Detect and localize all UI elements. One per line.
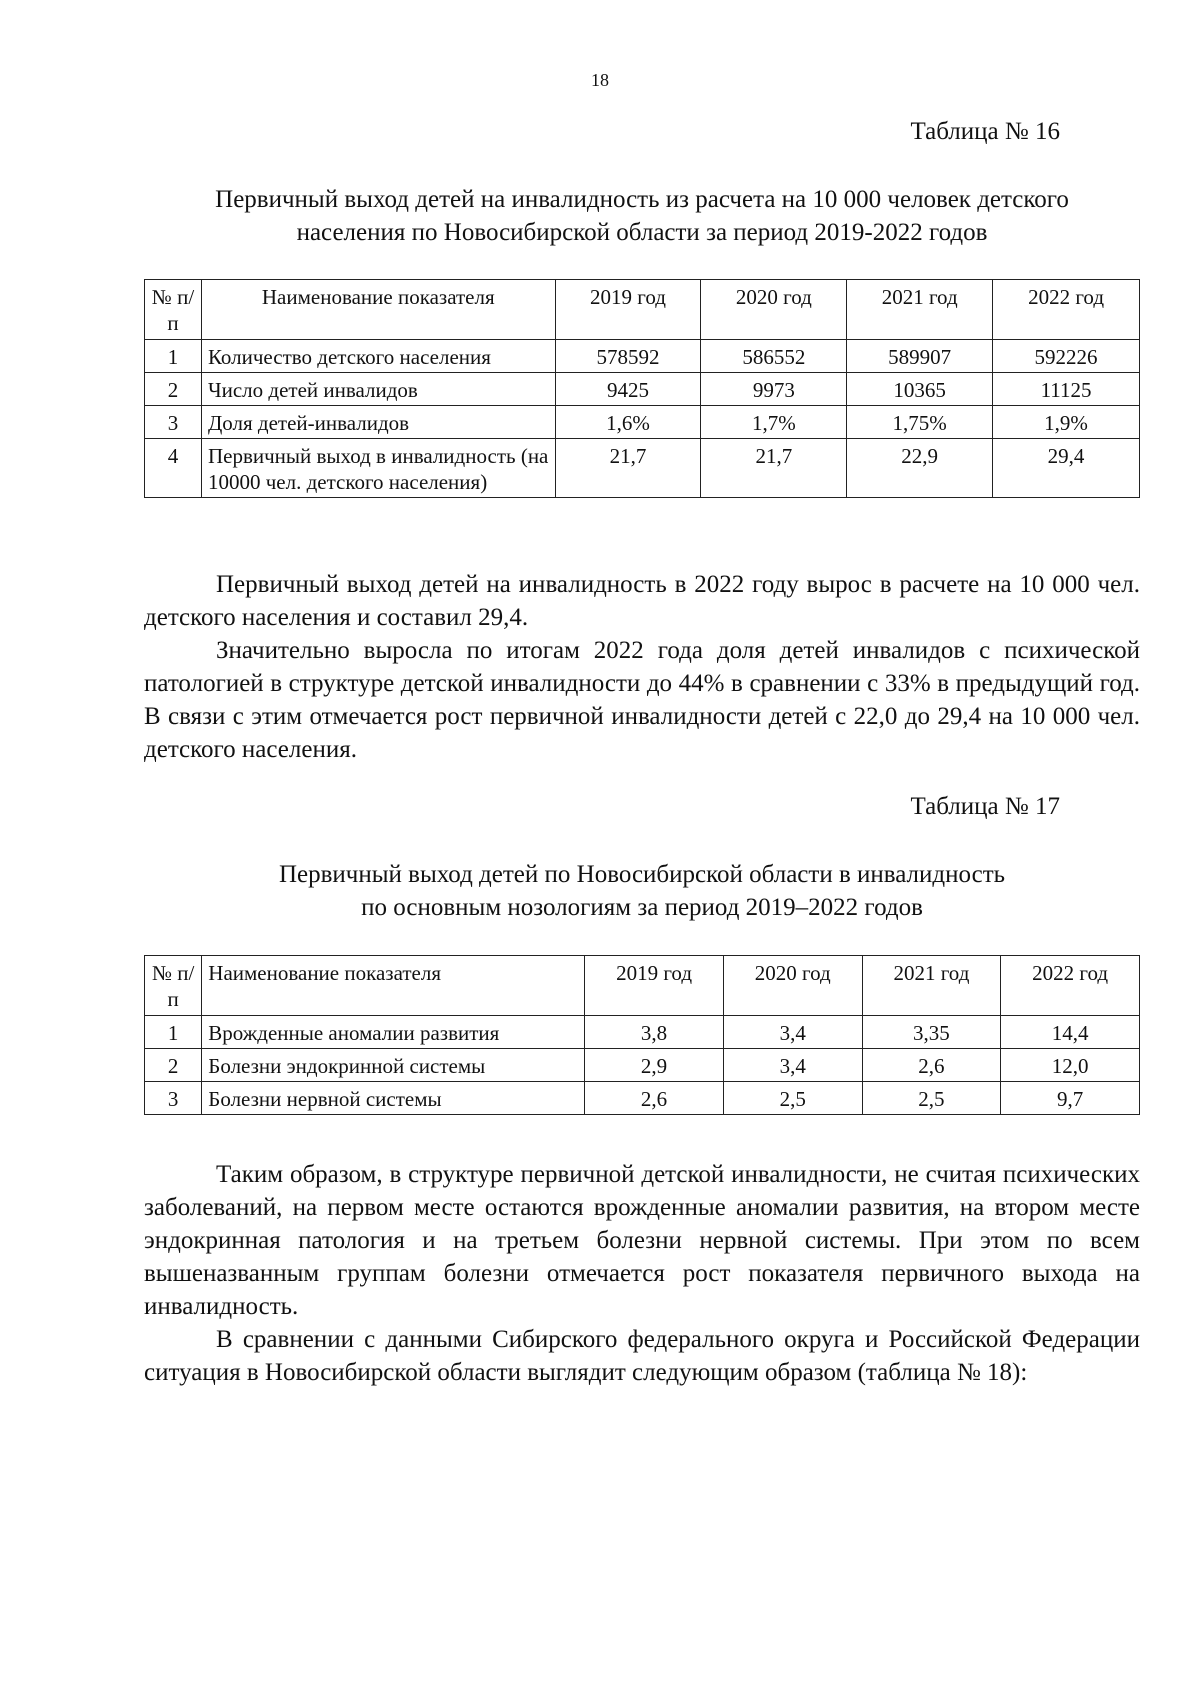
- header-cell-2020: 2020 год: [701, 280, 847, 340]
- row-number: 4: [145, 439, 202, 498]
- text-block-1: [144, 568, 1140, 766]
- row-indicator: Количество детского населения: [201, 340, 555, 373]
- table-header-row: [145, 280, 1140, 340]
- row-indicator: Число детей инвалидов: [201, 373, 555, 406]
- value-cell: 1,9%: [993, 406, 1140, 439]
- table-row: [145, 340, 1140, 373]
- value-cell: 2,6: [862, 1049, 1001, 1082]
- value-cell: 2,5: [723, 1082, 862, 1115]
- paragraph: Первичный выход детей на инвалидность в 2022 году вырос в расчете на 10 000 чел. детского населения и составил 29,4.: [144, 571, 1140, 631]
- header-cell-number: № п/п: [145, 280, 202, 340]
- value-cell: 21,7: [555, 439, 701, 498]
- header-cell-2021: 2021 год: [862, 956, 1001, 1016]
- table-header-row: [145, 956, 1140, 1016]
- value-cell: 3,4: [723, 1016, 862, 1049]
- value-cell: 578592: [555, 340, 701, 373]
- value-cell: 21,7: [701, 439, 847, 498]
- header-cell-indicator: Наименование показателя: [201, 280, 555, 340]
- row-indicator: Доля детей-инвалидов: [201, 406, 555, 439]
- value-cell: 589907: [847, 340, 993, 373]
- value-cell: 2,6: [585, 1082, 724, 1115]
- table-17-title-line2: по основным нозологиям за период 2019–2022 годов: [361, 894, 923, 921]
- row-indicator: Первичный выход в инвалидность (на 10000 чел. детского населения): [201, 439, 555, 498]
- table-17-title-line1: Первичный выход детей по Новосибирской области в инвалидность: [278, 861, 1006, 888]
- row-number: 2: [145, 1049, 202, 1082]
- header-cell-2021: 2021 год: [847, 280, 993, 340]
- table-16-title-line2: населения по Новосибирской области за период 2019-2022 годов: [296, 219, 988, 246]
- value-cell: 10365: [847, 373, 993, 406]
- table-row: [145, 406, 1140, 439]
- value-cell: 586552: [701, 340, 847, 373]
- header-cell-2020: 2020 год: [723, 956, 862, 1016]
- row-number: 1: [145, 340, 202, 373]
- value-cell: 3,8: [585, 1016, 724, 1049]
- header-cell-indicator: Наименование показателя: [202, 956, 585, 1016]
- table-16: [144, 279, 1140, 498]
- table-row: [145, 1049, 1140, 1082]
- row-number: 3: [145, 406, 202, 439]
- header-cell-2022: 2022 год: [993, 280, 1140, 340]
- table-17-title: [144, 858, 1140, 924]
- table-row: [145, 1082, 1140, 1115]
- value-cell: 3,4: [723, 1049, 862, 1082]
- page-number: 18: [591, 70, 609, 90]
- text-block-2: [144, 1158, 1140, 1389]
- table-row: [145, 439, 1140, 498]
- value-cell: 1,7%: [701, 406, 847, 439]
- table-16-title-line1: Первичный выход детей на инвалидность из расчета на 10 000 человек детского: [215, 186, 1069, 213]
- row-number: 2: [145, 373, 202, 406]
- row-number: 3: [145, 1082, 202, 1115]
- table-16-title: [144, 183, 1140, 249]
- header-cell-2022: 2022 год: [1001, 956, 1140, 1016]
- value-cell: 592226: [993, 340, 1140, 373]
- table-16-label: Таблица № 16: [910, 118, 1060, 145]
- value-cell: 2,5: [862, 1082, 1001, 1115]
- table-17-label: Таблица № 17: [910, 793, 1060, 820]
- value-cell: 3,35: [862, 1016, 1001, 1049]
- value-cell: 2,9: [585, 1049, 724, 1082]
- paragraph: В сравнении с данными Сибирского федерального округа и Российской Федерации ситуация в Новосибирской области выглядит следующим образом (таблица № 18):: [144, 1326, 1140, 1386]
- row-indicator: Врожденные аномалии развития: [202, 1016, 585, 1049]
- table-row: [145, 1016, 1140, 1049]
- row-indicator: Болезни нервной системы: [202, 1082, 585, 1115]
- paragraph: Значительно выросла по итогам 2022 года доля детей инвалидов с психической патологией в структуре детской инвалидности до 44% в сравнении с 33% в предыдущий год. В связи с этим отмечается рост первичной инвалидности детей с 22,0 до 29,4 на 10 000 чел. детского населения.: [144, 637, 1140, 763]
- value-cell: 11125: [993, 373, 1140, 406]
- value-cell: 1,6%: [555, 406, 701, 439]
- value-cell: 9,7: [1001, 1082, 1140, 1115]
- paragraph: Таким образом, в структуре первичной детской инвалидности, не считая психических заболеваний, на первом месте остаются врожденные аномалии развития, на втором месте эндокринная патология и на третьем болезни нервной системы. При этом по всем вышеназванным группам болезни отмечается рост показателя первичного выхода на инвалидность.: [144, 1161, 1140, 1320]
- value-cell: 14,4: [1001, 1016, 1140, 1049]
- header-cell-number: № п/п: [145, 956, 202, 1016]
- row-indicator: Болезни эндокринной системы: [202, 1049, 585, 1082]
- row-number: 1: [145, 1016, 202, 1049]
- value-cell: 1,75%: [847, 406, 993, 439]
- value-cell: 9425: [555, 373, 701, 406]
- table-17: [144, 955, 1140, 1115]
- value-cell: 9973: [701, 373, 847, 406]
- value-cell: 12,0: [1001, 1049, 1140, 1082]
- table-row: [145, 373, 1140, 406]
- header-cell-2019: 2019 год: [555, 280, 701, 340]
- value-cell: 22,9: [847, 439, 993, 498]
- value-cell: 29,4: [993, 439, 1140, 498]
- header-cell-2019: 2019 год: [585, 956, 724, 1016]
